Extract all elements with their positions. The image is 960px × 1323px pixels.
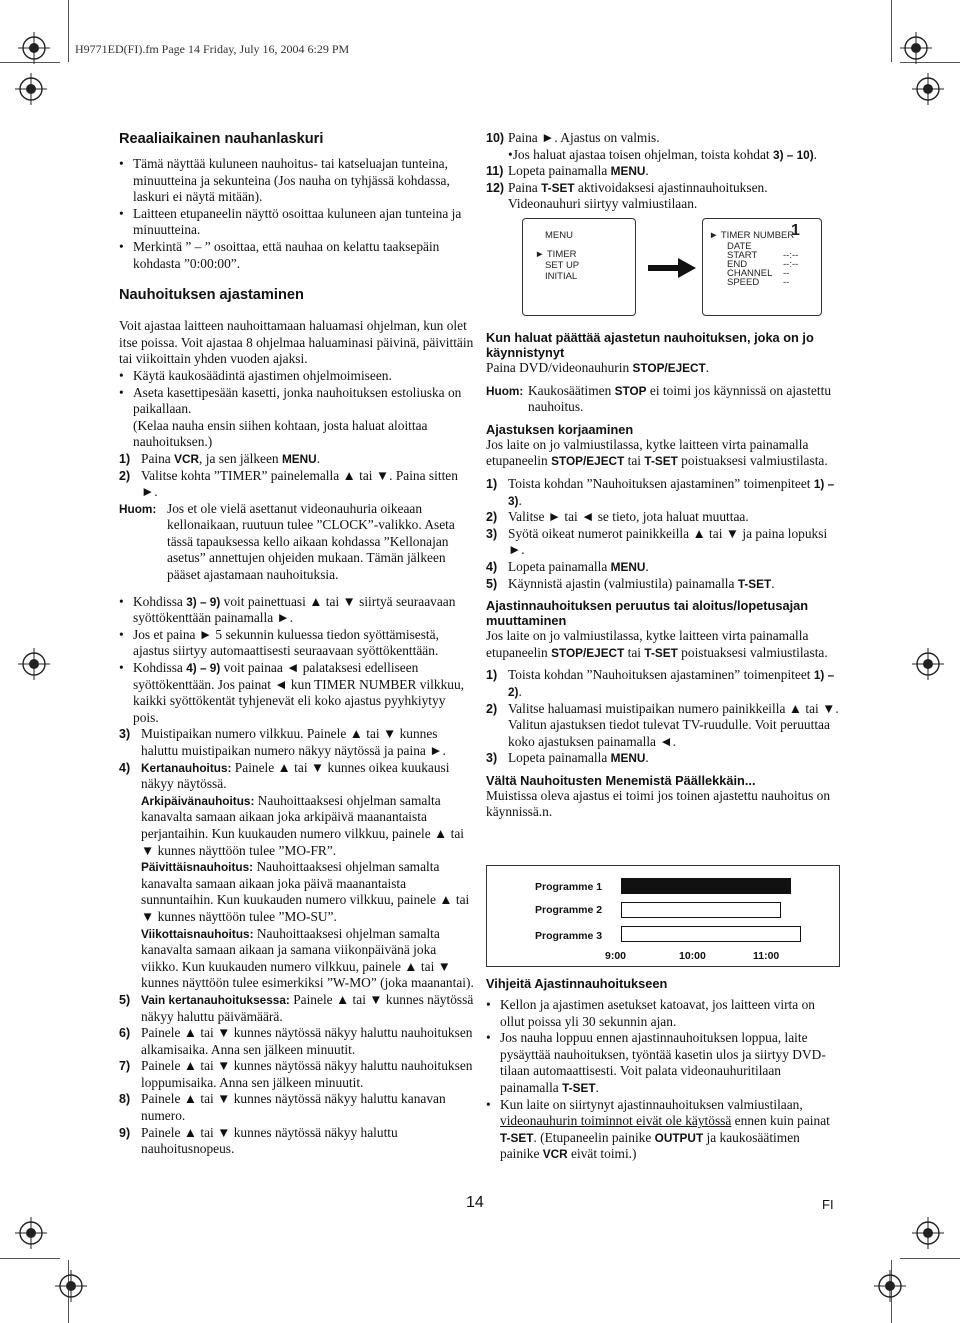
field-start-value: --:--: [783, 250, 799, 261]
menu-item-timer: ► TIMER: [535, 249, 577, 260]
timer-number-digit: 1: [791, 222, 800, 239]
step-3: 3) Muistipaikan numero vilkkuu. Painele ▲ tai ▼ kunnes haluttu muistipaikan numero näkyy näytössä ja paina ►.: [119, 726, 446, 758]
step-6: 6) Painele ▲ tai ▼ kunnes näytössä näkyy haluttu nauhoituksen alkamisaika. Anna sen jälkeen minuutit.: [119, 1025, 473, 1057]
programme-2-label: Programme 2: [535, 904, 603, 916]
registration-mark-icon: [18, 32, 50, 64]
paragraph: Muistissa oleva ajastus ei toimi jos toinen ajastettu nauhoitus on käynnissä.n.: [486, 787, 831, 820]
field-channel: CHANNEL: [727, 268, 773, 279]
crop-mark: [900, 1258, 960, 1259]
timer-number-screen: [702, 218, 822, 316]
field-end: END: [727, 259, 748, 270]
cancel-step-2: 2) Valitse haluamasi muistipaikan numero painikkeilla ▲ tai ▼. Valitun ajastuksen tiedot tulevat TV-ruudulle. Voit peruuttaa koko ajastuksen painamalla ◄.: [486, 700, 839, 749]
bullet: • Kohdissa 4) – 9) voit painaa ◄ palataksesi edelliseen syöttökenttään. Jos painat ◄ kun TIMER NUMBER vilkkuu, kaikki syöttökentät tyhjenevät eli koko ajastus pyyhkiytyy pois.: [119, 660, 474, 726]
section-title-stop-recording: Kun haluat päättää ajastetun nauhoituksen, joka on jo käynnistynyt: [486, 330, 814, 360]
note: Huom: Kaukosäätimen STOP ei toimi jos käynnissä on ajastettu nauhoitus.: [486, 382, 832, 415]
field-speed: SPEED: [727, 277, 760, 288]
paragraph: Jos laite on jo valmiustilassa, kytke laitteen virta painamalla etupaneelin STOP/EJECT tai T-SET poistuaksesi valmiustilasta.: [486, 436, 828, 469]
paragraph: (Kelaa nauha ensin siihen kohtaan, josta haluat aloittaa nauhoituksen.): [133, 417, 428, 450]
crop-mark: [0, 1258, 60, 1259]
paragraph: Päivittäisnauhoitus: Nauhoittaaksesi ohjelman samalta kanavalta samaan aikaan joka päivä maanantaista sunnuntaihin. Kun kuukauden numero vilkkuu, painele ▲ tai ▼ kunnes näyttöön tulee ”MO-SU”.: [141, 859, 470, 924]
section-title-timer: Nauhoituksen ajastaminen: [119, 287, 304, 304]
page-number: 14: [466, 1194, 484, 1211]
right-column: [486, 330, 841, 821]
programme-1-label: Programme 1: [535, 881, 603, 893]
bullet: • Laitteen etupaneelin näyttö osoittaa kuluneen ajan tunteina ja minuutteina.: [119, 206, 474, 239]
fix-step-3: 3) Syötä oikeat numerot painikkeilla ▲ tai ▼ ja paina lopuksi ►.: [486, 525, 828, 558]
field-start: START: [727, 250, 758, 261]
paragraph: Paina DVD/videonauhurin STOP/EJECT.: [486, 360, 710, 375]
note: Huom: Jos et ole vielä asettanut videonauhuria oikeaan kellonaikaan, ruutuun tulee ”CLOCK”-valikko. Aseta tässä tapauksessa kello aikaan kohdassa ”Kellonajan asetus” annettujen ohjeiden mukaan. Tämän jälkeen pääset ajastamaan nauhoituksia.: [119, 500, 455, 583]
menu-title: MENU: [545, 230, 573, 241]
crop-mark: [68, 0, 69, 62]
menu-item-initial: INITIAL: [545, 271, 578, 282]
bullet: • Tämä näyttää kuluneen nauhoitus- tai katseluajan tunteina, minuutteina ja sekunteina (Jos nauha on tyhjässä kohdassa, laskuri ei näytä mitään).: [119, 156, 474, 206]
language-code: FI: [822, 1197, 834, 1212]
registration-mark-icon: [900, 32, 932, 64]
section-title-counter: Reaaliaikainen nauhanlaskuri: [119, 131, 324, 147]
registration-mark-icon: [15, 1217, 47, 1249]
crop-mark: [891, 0, 892, 62]
step-number: 1): [119, 451, 131, 466]
overlap-diagram: [486, 865, 840, 967]
bullet: • Merkintä ” – ” osoittaa, että nauhaa on kelattu taaksepäin kohdasta ”0:00:00”.: [119, 239, 474, 272]
arrow-right-icon: [648, 256, 696, 280]
registration-mark-icon: [15, 73, 47, 105]
cancel-step-1: 1) Toista kohdan ”Nauhoituksen ajastaminen” toimenpiteet 1) – 2).: [486, 667, 835, 699]
field-speed-value: --: [783, 277, 790, 288]
bullet: •Jos haluat ajastaa toisen ohjelman, toista kohdat 3) – 10).: [508, 146, 818, 162]
registration-mark-icon: [912, 73, 944, 105]
time-label: 11:00: [753, 950, 780, 962]
fix-step-2: 2) Valitse ► tai ◄ se tieto, jota haluat muuttaa.: [486, 509, 749, 525]
bullet: • Kohdissa 3) – 9) voit painettuasi ▲ tai ▼ siirtyä seuraavaan syöttökenttään painamalla ►.: [119, 594, 474, 627]
menu-item-setup: SET UP: [545, 260, 580, 271]
step-number: 2): [119, 468, 131, 483]
registration-mark-icon: [874, 1270, 906, 1302]
paragraph: Arkipäivänauhoitus: Nauhoittaaksesi ohjelman samalta kanavalta samaan aikaan joka arkipäivä maanantaista perjantaihin. Kun kuukauden numero vilkkuu, painele ▲ tai ▼ kunnes näyttöön tulee ”MO-FR”.: [141, 792, 465, 858]
cancel-step-3: 3) Lopeta painamalla MENU.: [486, 750, 649, 766]
section-title-overlap: Vältä Nauhoitusten Menemistä Päällekkäin...: [486, 772, 756, 788]
time-label: 9:00: [605, 950, 627, 962]
field-end-value: --:--: [783, 259, 799, 270]
bullet: • Kun laite on siirtynyt ajastinnauhoituksen valmiustilaan, videonauhurin toiminnot eivät ole käytössä ennen kuin painat T-SET. (Etupaneelin painike OUTPUT ja kaukosäätimen painike VCR eivät toimi.): [486, 1097, 841, 1163]
step-5: 5) Vain kertanauhoituksessa: Painele ▲ tai ▼ kunnes näytössä näkyy haluttu päivämäärä.: [119, 991, 474, 1024]
bullet: • Jos nauha loppuu ennen ajastinnauhoituksen loppua, laite pysäyttää nauhoituksen, työntää kasetin ulos ja siirtyy DVD-tilaan automaattisesti. Voit palata videonauhuritilaan painamalla T-SET.: [486, 1030, 841, 1096]
tips-section: [486, 976, 841, 1163]
step-7: 7) Painele ▲ tai ▼ kunnes näytössä näkyy haluttu nauhoituksen loppumisaika. Anna sen jälkeen minuutit.: [119, 1058, 473, 1090]
registration-mark-icon: [912, 1217, 944, 1249]
timer-number-title: ► TIMER NUMBER: [709, 230, 795, 241]
field-date: DATE: [727, 241, 752, 252]
registration-mark-icon: [55, 1270, 87, 1302]
paragraph: Jos laite on jo valmiustilassa, kytke laitteen virta painamalla etupaneelin STOP/EJECT tai T-SET poistuaksesi valmiustilasta.: [486, 628, 828, 660]
menu-screen: [522, 218, 636, 316]
step-8: 8) Painele ▲ tai ▼ kunnes näytössä näkyy haluttu kanavan numero.: [119, 1091, 446, 1124]
step-1: 1) Paina VCR, ja sen jälkeen MENU.: [119, 450, 321, 466]
programme-3-label: Programme 3: [535, 930, 603, 942]
field-channel-value: --: [783, 268, 790, 279]
bullet: • Käytä kaukosäädintä ajastimen ohjelmoimiseen.: [119, 368, 474, 385]
bullet: • Aseta kasettipesään kasetti, jonka nauhoituksen estoliuska on paikallaan.: [119, 385, 474, 418]
paragraph: Viikottaisnauhoitus: Nauhoittaaksesi ohjelman samalta kanavalta samaan aikaan ja samana viikonpäivänä joka viikko. Kun kuukauden numero vilkkuu, painele ▲ tai ▼ kunnes näyttöön tulee esimerkiksi ”W-MO” (joka maanantai).: [141, 925, 474, 991]
section-title-cancel: Ajastinnauhoituksen peruutus tai aloitus/lopetusajan muuttaminen: [486, 598, 809, 629]
registration-mark-icon: [18, 648, 50, 680]
programme-2-bar: [621, 902, 781, 918]
file-header: H9771ED(FI).fm Page 14 Friday, July 16, 2004 6:29 PM: [75, 42, 350, 56]
step-4: 4) Kertanauhoitus: Painele ▲ tai ▼ kunnes oikea kuukausi näkyy näytössä.: [119, 759, 450, 792]
step-9: 9) Painele ▲ tai ▼ kunnes näytössä näkyy haluttu nauhoitusnopeus.: [119, 1124, 398, 1157]
fix-step-5: 5) Käynnistä ajastin (valmiustila) painamalla T-SET.: [486, 575, 775, 591]
bullet: • Jos et paina ► 5 sekunnin kuluessa tiedon syöttämisestä, ajastus siirtyy automaattisesti seuraavaan syöttökenttään.: [119, 627, 474, 660]
left-column: [119, 130, 474, 1158]
right-top-steps: [486, 130, 841, 213]
time-label: 10:00: [679, 950, 706, 962]
step-12: 12) Paina T-SET aktivoidaksesi ajastinnauhoituksen. Videonauhuri siirtyy valmiustilaan.: [486, 179, 768, 212]
fix-step-1: 1) Toista kohdan ”Nauhoituksen ajastaminen” toimenpiteet 1) – 3).: [486, 475, 835, 508]
programme-1-bar: [621, 878, 791, 894]
fix-step-4: 4) Lopeta painamalla MENU.: [486, 558, 649, 574]
section-title-tips: Vihjeitä Ajastinnauhoitukseen: [486, 976, 668, 991]
step-11: 11) Lopeta painamalla MENU.: [486, 163, 649, 179]
section-title-fix: Ajastuksen korjaaminen: [486, 421, 634, 437]
step-2: 2) Valitse kohta ”TIMER” painelemalla ▲ tai ▼. Paina sitten ►.: [119, 467, 458, 500]
paragraph: Voit ajastaa laitteen nauhoittamaan haluamasi ohjelman, kun olet itse poissa. Voit ajastaa 8 ohjelmaa haluaminasi päivinä, päivittäin tai viikoittain yhden vuoden ajaksi.: [119, 318, 474, 367]
registration-mark-icon: [912, 648, 944, 680]
programme-3-bar: [621, 926, 801, 942]
bullet: • Kellon ja ajastimen asetukset katoavat, jos laitteen virta on ollut poissa yli 30 sekunnin ajan.: [486, 997, 841, 1030]
step-10: 10) Paina ►. Ajastus on valmis.: [486, 130, 660, 145]
